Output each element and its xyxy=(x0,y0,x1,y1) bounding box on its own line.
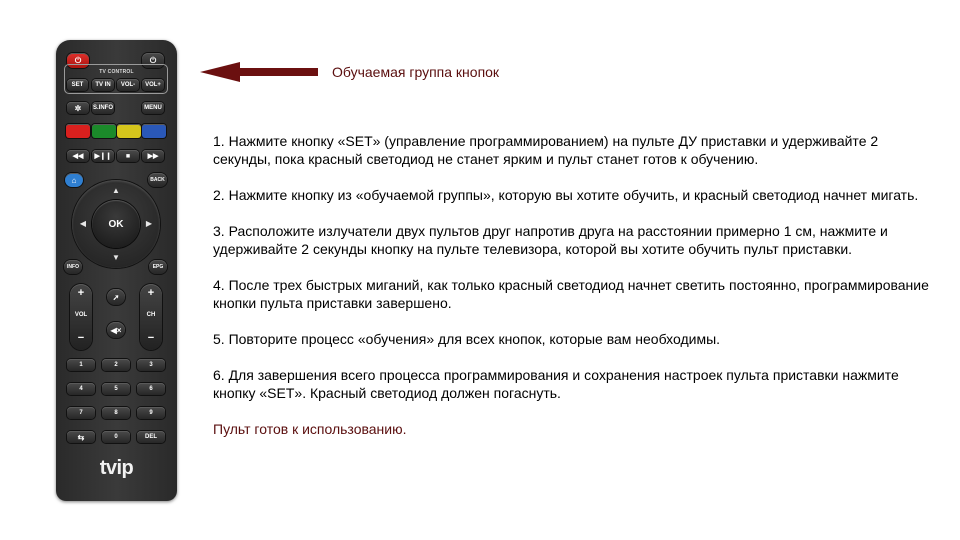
key-0: 0 xyxy=(102,431,130,443)
key-3: 3 xyxy=(137,359,165,371)
step-text: Нажмите кнопку «SET» (управление программированием) на пульте ДУ приставки и удерживайте 2 секунды, пока красный светодиод не станет ярким и пульт станет готов к обучению. xyxy=(213,133,879,167)
volume-rocker xyxy=(70,284,92,350)
yellow-button xyxy=(117,124,141,138)
fast-forward-button xyxy=(142,150,164,162)
step-1 xyxy=(213,132,933,168)
stop-button xyxy=(117,150,139,162)
step-number: 1. xyxy=(213,133,225,149)
gear-icon: ✲ xyxy=(74,103,82,113)
home-icon: ⌂ xyxy=(71,175,77,185)
key-2: 2 xyxy=(102,359,130,371)
rewind-button xyxy=(67,150,89,162)
swap-icon: ⇆ xyxy=(77,432,85,442)
step-6 xyxy=(213,366,933,402)
step-text: Повторите процесс «обучения» для всех кнопок, которые вам необходимы. xyxy=(228,331,721,347)
instructions xyxy=(213,132,933,438)
down-arrow-icon: ▼ xyxy=(112,253,120,262)
key-7: 7 xyxy=(67,407,95,419)
vol-label: VOL xyxy=(74,312,88,318)
pointer-arrow-icon xyxy=(200,62,320,82)
remote-control-image xyxy=(56,40,177,501)
trainable-group-heading: Обучаемая группа кнопок xyxy=(332,64,500,80)
tv-control-label: TV CONTROL xyxy=(99,69,134,75)
step-text: Для завершения всего процесса программирования и сохранения настроек пульта приставки нажмите кнопку «SET». Красный светодиод должен погаснуть. xyxy=(213,367,899,401)
swap-button xyxy=(67,431,95,443)
up-arrow-icon: ▲ xyxy=(112,186,120,195)
key-1: 1 xyxy=(67,359,95,371)
set-button: SET xyxy=(67,79,88,91)
step-number: 6. xyxy=(213,367,225,383)
tvip-logo: tvip xyxy=(99,457,134,479)
fast-forward-icon: ▶▶ xyxy=(147,153,159,160)
settings-button xyxy=(67,102,89,114)
vol-minus-button: VOL- xyxy=(117,79,139,91)
green-button xyxy=(92,124,116,138)
step-text: Нажмите кнопку из «обучаемой группы», которую вы хотите обучить, и красный светодиод начнет мигать. xyxy=(228,187,919,203)
ok-button: OK xyxy=(92,200,140,248)
sinfo-button: S.INFO xyxy=(92,102,114,114)
plus-icon: + xyxy=(147,287,155,299)
minus-icon: − xyxy=(77,332,85,344)
rewind-icon: ◀◀ xyxy=(72,153,84,160)
play-pause-button xyxy=(92,150,114,162)
step-5 xyxy=(213,330,933,348)
key-8: 8 xyxy=(102,407,130,419)
step-number: 2. xyxy=(213,187,225,203)
menu-button: MENU xyxy=(142,102,164,114)
cursor-button xyxy=(107,289,125,305)
red-button xyxy=(66,124,90,138)
channel-rocker xyxy=(140,284,162,350)
back-button: BACK xyxy=(148,173,167,187)
plus-icon: + xyxy=(77,287,85,299)
step-number: 3. xyxy=(213,223,225,239)
key-9: 9 xyxy=(137,407,165,419)
right-arrow-icon: ▶ xyxy=(145,219,153,228)
minus-icon: − xyxy=(147,332,155,344)
step-text: После трех быстрых миганий, как только красный светодиод начнет светить постоянно, программирование кнопки пульта приставки завершено. xyxy=(213,277,929,311)
home-button xyxy=(65,173,83,187)
play-pause-icon: ▶❙❙ xyxy=(94,153,112,160)
epg-button: EPG xyxy=(149,260,167,274)
step-number: 4. xyxy=(213,277,225,293)
key-6: 6 xyxy=(137,383,165,395)
cursor-icon: ➚ xyxy=(112,292,120,302)
power-icon: ⏻ xyxy=(74,55,82,65)
blue-button xyxy=(142,124,166,138)
key-4: 4 xyxy=(67,383,95,395)
key-5: 5 xyxy=(102,383,130,395)
step-number: 5. xyxy=(213,331,225,347)
step-text: Расположите излучатели двух пультов друг напротив друга на расстоянии примерно 1 см, нажмите и удерживайте 2 секунды кнопку на пульте телевизора, которой вы хотите обучить пульт приставки. xyxy=(213,223,888,257)
vol-plus-button: VOL+ xyxy=(142,79,164,91)
mute-button xyxy=(107,322,125,338)
stop-icon: ■ xyxy=(125,152,131,160)
power-icon: ⏻ xyxy=(149,55,157,65)
info-button: INFO xyxy=(64,260,82,274)
ch-label: CH xyxy=(146,312,156,318)
step-4 xyxy=(213,276,933,312)
left-arrow-icon: ◀ xyxy=(79,219,87,228)
step-3 xyxy=(213,222,933,258)
mute-icon: ◀× xyxy=(110,325,122,335)
step-2 xyxy=(213,186,933,204)
ready-message: Пульт готов к использованию. xyxy=(213,421,407,437)
del-button: DEL xyxy=(137,431,165,443)
tv-in-button: TV IN xyxy=(92,79,114,91)
